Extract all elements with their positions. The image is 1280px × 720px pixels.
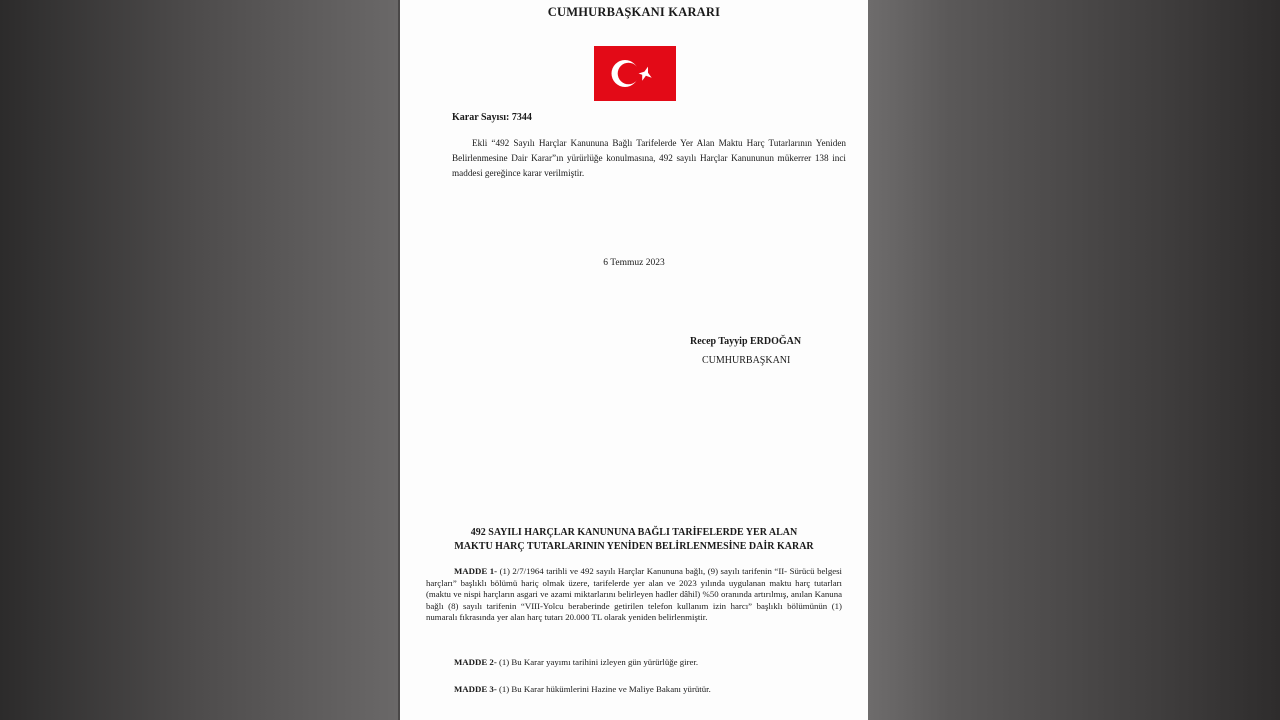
background-left <box>0 0 398 720</box>
article-3-text: (1) Bu Karar hükümlerini Hazine ve Maliye Bakanı yürütür. <box>498 684 711 694</box>
article-3-label: MADDE 3- <box>454 684 497 694</box>
article-2-text: (1) Bu Karar yayımı tarihini izleyen gün yürürlüğe girer. <box>498 657 699 667</box>
decision-number: Karar Sayısı: 7344 <box>452 112 532 123</box>
law-title-line-2: MAKTU HARÇ TUTARLARININ YENİDEN BELİRLENMESİNE DAİR KARAR <box>454 541 814 552</box>
decision-date: 6 Temmuz 2023 <box>603 258 665 268</box>
law-title <box>420 526 848 554</box>
law-title-line-1: 492 SAYILI HARÇLAR KANUNUNA BAĞLI TARİFELERDE YER ALAN <box>470 527 798 538</box>
intro-paragraph: Ekli “492 Sayılı Harçlar Kanununa Bağlı Tarifelerde Yer Alan Maktu Harç Tutarlarının Yeniden Belirlenmesine Dair Karar”ın yürürlüğe konulmasına, 492 sayılı Harçlar Kanununun mükerrer 138 inci maddesi gereğince karar verilmiştir. <box>452 138 846 178</box>
article-1-text: (1) 2/7/1964 tarihli ve 492 sayılı Harçlar Kanununa bağlı, (9) sayılı tarifenin “II- Sürücü belgesi harçları” başlıklı bölümü hariç olmak üzere, tarifelerde yer alan ve 2023 yılında uygulanan maktu harç tutarları (maktu ve nispi harçların asgari ve azami miktarlarını belirleyen hadler dâhil) %50 oranında artırılmış, anılan Kanuna bağlı (8) sayılı tarifenin “VIII-Yolcu beraberinde getirilen telefon kullanım izin harcı” başlıklı bölümünün (1) numaralı fıkrasında yer alan harç tutarı 20.000 TL olarak yeniden belirlenmiştir. <box>426 566 842 623</box>
background-right <box>868 0 1280 720</box>
article-1-label: MADDE 1- <box>454 566 498 576</box>
article-2 <box>426 657 842 669</box>
turkish-flag-icon <box>594 46 676 101</box>
article-3 <box>426 684 842 696</box>
article-2-label: MADDE 2- <box>454 657 497 667</box>
document-page <box>400 0 868 720</box>
article-1 <box>426 566 842 624</box>
signer-name: Recep Tayyip ERDOĞAN <box>690 336 802 347</box>
signer-title: CUMHURBAŞKANI <box>702 355 791 366</box>
document-header: CUMHURBAŞKANI KARARI <box>547 5 721 19</box>
